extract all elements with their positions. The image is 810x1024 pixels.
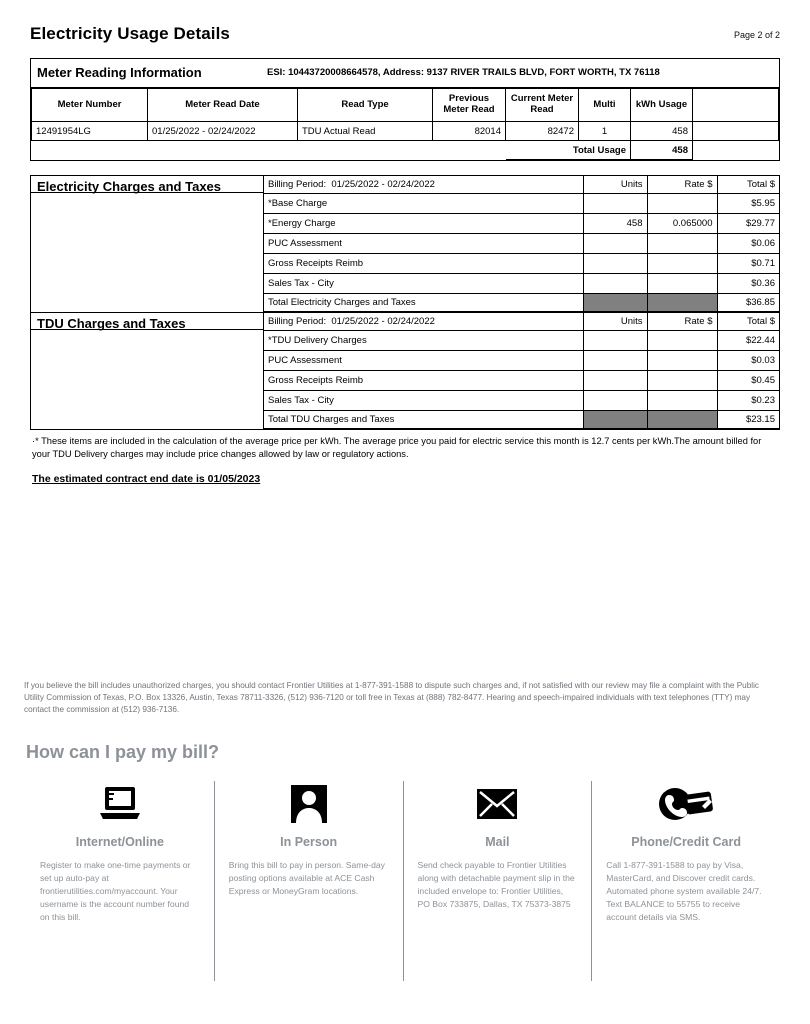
electricity-charges-section xyxy=(30,175,780,312)
charge-units: 458 xyxy=(583,214,647,234)
payment-option-heading: Phone/Credit Card xyxy=(631,835,741,849)
col-rate: Rate $ xyxy=(647,176,717,194)
payment-options-columns xyxy=(26,781,780,981)
contract-end-date-note: The estimated contract end date is 01/05/2023 xyxy=(32,473,261,486)
total-pad-2 xyxy=(148,141,298,160)
table-row xyxy=(264,391,779,411)
col-multi: Multi xyxy=(579,89,631,122)
charge-units xyxy=(583,331,647,351)
charge-total: $0.36 xyxy=(717,274,779,294)
tdu-charges-table xyxy=(264,313,779,429)
billing-period-label: Billing Period: xyxy=(268,179,327,190)
col-read-type: Read Type xyxy=(298,89,433,122)
meter-table xyxy=(31,88,779,160)
charge-rate xyxy=(647,194,717,214)
charge-rate xyxy=(647,371,717,391)
billing-period-value: 01/25/2022 - 02/24/2022 xyxy=(331,179,435,190)
cell-meter-number: 12491954LG xyxy=(32,122,148,141)
table-total-row xyxy=(264,411,779,429)
charge-total: $0.03 xyxy=(717,351,779,371)
table-row xyxy=(264,274,779,294)
payment-section-title: How can I pay my bill? xyxy=(26,742,220,762)
charge-rate xyxy=(647,331,717,351)
payment-option-phone-credit-card xyxy=(591,781,780,981)
cell-previous-read: 82014 xyxy=(433,122,506,141)
charge-desc: Gross Receipts Reimb xyxy=(264,371,583,391)
payment-option-heading: In Person xyxy=(280,835,338,849)
col-rate: Rate $ xyxy=(647,313,717,331)
charge-desc: Gross Receipts Reimb xyxy=(264,254,583,274)
charge-units xyxy=(583,391,647,411)
charge-desc: Sales Tax - City xyxy=(264,274,583,294)
electricity-total-label: Total Electricity Charges and Taxes xyxy=(264,294,583,312)
page-header xyxy=(30,24,780,44)
table-row xyxy=(264,351,779,371)
cell-multi: 1 xyxy=(579,122,631,141)
charge-total: $29.77 xyxy=(717,214,779,234)
cell-spacer xyxy=(693,122,779,141)
shaded-cell-rate xyxy=(647,411,717,429)
table-total-row xyxy=(264,294,779,312)
table-row xyxy=(264,254,779,274)
tdu-charges-filler xyxy=(31,330,263,446)
table-header-row xyxy=(264,313,779,331)
total-pad-5 xyxy=(693,141,779,160)
billing-period-cell xyxy=(264,176,583,194)
tdu-total-value: $23.15 xyxy=(717,411,779,429)
charge-units xyxy=(583,351,647,371)
charge-units xyxy=(583,234,647,254)
col-total: Total $ xyxy=(717,176,779,194)
charge-total: $22.44 xyxy=(717,331,779,351)
phone-card-icon xyxy=(606,781,766,827)
charge-desc: PUC Assessment xyxy=(264,351,583,371)
cell-meter-read-date: 01/25/2022 - 02/24/2022 xyxy=(148,122,298,141)
tdu-charges-label-col xyxy=(31,313,264,429)
charge-units xyxy=(583,274,647,294)
payment-option-body: Bring this bill to pay in person. Same-day posting options available at ACE Cash Express or MoneyGram locations. xyxy=(228,860,385,896)
laptop-icon xyxy=(40,781,200,827)
electricity-charges-table xyxy=(264,176,779,312)
charge-units xyxy=(583,371,647,391)
table-row xyxy=(264,234,779,254)
payment-option-body: Register to make one-time payments or set up auto-pay at frontierutilities.com/myaccount. Your username is the account number found on this bill. xyxy=(40,860,191,922)
person-icon xyxy=(229,781,389,827)
charge-total: $0.45 xyxy=(717,371,779,391)
charge-total: $5.95 xyxy=(717,194,779,214)
charge-desc: *TDU Delivery Charges xyxy=(264,331,583,351)
table-row xyxy=(264,194,779,214)
table-total-row xyxy=(32,141,779,160)
shaded-cell-units xyxy=(583,294,647,312)
tdu-total-label: Total TDU Charges and Taxes xyxy=(264,411,583,429)
payment-option-body: Send check payable to Frontier Utilities along with detachable payment slip in the included envelope to: Frontier Utilities, PO Box 733875, Dallas, TX 75373-3875 xyxy=(417,860,575,909)
envelope-icon xyxy=(418,781,578,827)
table-header-row xyxy=(264,176,779,194)
total-pad-3 xyxy=(298,141,433,160)
meter-esi-address: ESI: 10443720008664578, Address: 9137 RIVER TRAILS BLVD, FORT WORTH, TX 76118 xyxy=(267,67,660,78)
legal-disclosure: If you believe the bill includes unauthorized charges, you should contact Frontier Utilities at 1-877-391-1588 to dispute such charges and, if not satisfied with our review may file a complaint with the Public Utility Commission of Texas, P.O. Box 13326, Austin, Texas 78711-3326, (512) 936-7120 or toll free in Texas at (888) 782-8477. Hearing and speech-impaired individuals with text telephones (TTY) may contact the commission at (512) 936-7136. xyxy=(24,681,759,714)
billing-period-cell xyxy=(264,313,583,331)
total-usage-value: 458 xyxy=(631,141,693,160)
charge-desc: PUC Assessment xyxy=(264,234,583,254)
payment-option-internet xyxy=(26,781,214,981)
payment-option-in-person xyxy=(214,781,403,981)
payment-option-body: Call 1-877-391-1588 to pay by Visa, MasterCard, and Discover credit cards. Automated phone system available 24/7. Text BALANCE to 55755 to receive account details via SMS. xyxy=(606,860,762,922)
charge-total: $0.71 xyxy=(717,254,779,274)
meter-reading-section xyxy=(30,58,780,161)
electricity-charges-filler xyxy=(31,193,263,329)
table-header-row xyxy=(32,89,779,122)
charge-total: $0.06 xyxy=(717,234,779,254)
col-current-read: Current Meter Read xyxy=(506,89,579,122)
payment-option-heading: Mail xyxy=(485,835,510,849)
billing-period-value: 01/25/2022 - 02/24/2022 xyxy=(331,316,435,327)
charge-desc: *Base Charge xyxy=(264,194,583,214)
col-meter-read-date: Meter Read Date xyxy=(148,89,298,122)
meter-section-title: Meter Reading Information xyxy=(37,65,202,80)
payment-option-mail xyxy=(403,781,592,981)
tdu-charges-table-col xyxy=(264,313,779,429)
payment-option-heading: Internet/Online xyxy=(75,835,164,849)
col-meter-number: Meter Number xyxy=(32,89,148,122)
billing-period-label: Billing Period: xyxy=(268,316,327,327)
table-row xyxy=(264,371,779,391)
payment-options-section xyxy=(26,742,780,981)
cell-kwh-usage: 458 xyxy=(631,122,693,141)
charge-desc: *Energy Charge xyxy=(264,214,583,234)
charge-rate xyxy=(647,254,717,274)
table-row xyxy=(264,214,779,234)
price-footnote: ·* These items are included in the calculation of the average price per kWh. The average price you paid for electric service this month is 12.7 cents per kWh.The amount billed for your TDU Delivery charges may include price changes allowed by law or regulatory actions. xyxy=(32,436,762,459)
page-number: Page 2 of 2 xyxy=(733,30,780,40)
tdu-charges-section xyxy=(30,312,780,430)
col-units: Units xyxy=(583,313,647,331)
electricity-total-value: $36.85 xyxy=(717,294,779,312)
electricity-charges-label-col xyxy=(31,176,264,312)
charge-rate xyxy=(647,351,717,371)
total-usage-label: Total Usage xyxy=(506,141,631,160)
total-pad-1 xyxy=(32,141,148,160)
total-pad-4 xyxy=(433,141,506,160)
col-units: Units xyxy=(583,176,647,194)
electricity-charges-table-col xyxy=(264,176,779,312)
shaded-cell-units xyxy=(583,411,647,429)
charge-desc: Sales Tax - City xyxy=(264,391,583,411)
tdu-charges-title: TDU Charges and Taxes xyxy=(31,313,263,330)
charge-rate xyxy=(647,234,717,254)
charge-total: $0.23 xyxy=(717,391,779,411)
col-total: Total $ xyxy=(717,313,779,331)
page-title: Electricity Usage Details xyxy=(30,24,230,43)
col-kwh-usage: kWh Usage xyxy=(631,89,693,122)
charge-rate xyxy=(647,391,717,411)
cell-read-type: TDU Actual Read xyxy=(298,122,433,141)
cell-current-read: 82472 xyxy=(506,122,579,141)
charge-rate xyxy=(647,274,717,294)
charge-units xyxy=(583,254,647,274)
col-previous-read: Previous Meter Read xyxy=(433,89,506,122)
electricity-charges-title: Electricity Charges and Taxes xyxy=(31,176,263,193)
shaded-cell-rate xyxy=(647,294,717,312)
col-spacer xyxy=(693,89,779,122)
table-row xyxy=(32,122,779,141)
charge-rate: 0.065000 xyxy=(647,214,717,234)
charge-units xyxy=(583,194,647,214)
meter-table-frame xyxy=(30,87,780,161)
table-row xyxy=(264,331,779,351)
meter-header-bar xyxy=(30,58,780,87)
